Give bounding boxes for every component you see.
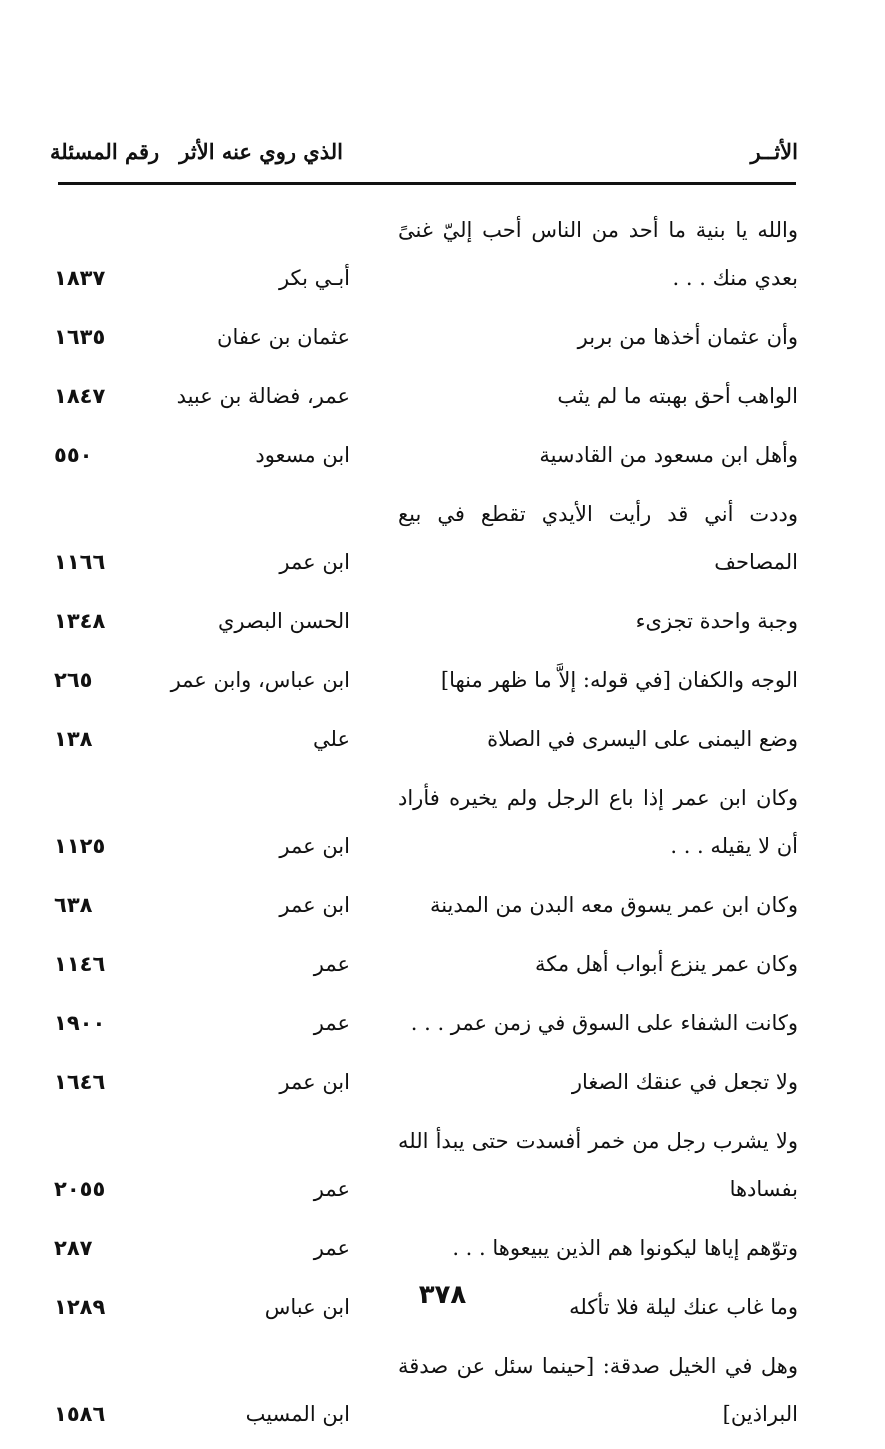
issue-number: ١١٤٦ bbox=[54, 952, 106, 976]
athar-text: وكان عمر ينزع أبواب أهل مكة bbox=[535, 952, 798, 976]
athar-text: وأن عثمان أخذها من بربر bbox=[577, 325, 798, 349]
table-header bbox=[50, 132, 798, 172]
table-row bbox=[50, 372, 798, 420]
narrator-name: علي bbox=[313, 727, 350, 751]
issue-number: ٢٨٧ bbox=[54, 1236, 93, 1260]
athar-text: الوجه والكفان [في قوله: إلاَّ ما ظهر منها] bbox=[440, 668, 798, 692]
athar-text: وتوّهم إياها ليكونوا هم الذين يبيعوها . . . bbox=[452, 1236, 798, 1260]
table-row bbox=[50, 597, 798, 645]
narrator-name: ابن عباس bbox=[264, 1295, 350, 1319]
athar-text: وكان ابن عمر يسوق معه البدن من المدينة bbox=[429, 893, 798, 917]
table-row bbox=[50, 313, 798, 361]
athar-text: وكان ابن عمر إذا باع الرجل ولم يخيره فأراد أن لا يقيله . . . bbox=[398, 786, 798, 858]
header-rule bbox=[58, 182, 796, 185]
issue-number: ٢٠٥٥ bbox=[54, 1177, 106, 1201]
issue-number: ١٦٤٦ bbox=[54, 1070, 106, 1094]
issue-number: ١٦٣٥ bbox=[54, 325, 106, 349]
narrator-name: ابن عمر bbox=[279, 550, 350, 574]
table-row bbox=[50, 774, 798, 870]
athar-text: ولا تجعل في عنقك الصغار bbox=[571, 1070, 798, 1094]
narrator-name: عمر bbox=[313, 1177, 350, 1201]
header-number: رقم المسئلة bbox=[50, 139, 160, 164]
narrator-name: عمر bbox=[313, 952, 350, 976]
athar-text: وجبة واحدة تجزىء bbox=[635, 609, 798, 633]
athar-text: وضع اليمنى على اليسرى في الصلاة bbox=[487, 727, 798, 751]
narrator-name: ابن المسيب bbox=[245, 1402, 350, 1426]
table-row bbox=[50, 431, 798, 479]
narrator-name: عمر، فضالة بن عبيد bbox=[176, 384, 350, 408]
table-row bbox=[50, 1058, 798, 1106]
header-narrator: الذي روي عنه الأثر bbox=[179, 139, 343, 164]
issue-number: ١٢٨٩ bbox=[54, 1295, 106, 1319]
narrator-name: ابن مسعود bbox=[255, 443, 350, 467]
table-row bbox=[50, 999, 798, 1047]
issue-number: ١٨٤٧ bbox=[54, 384, 106, 408]
table-row bbox=[50, 656, 798, 704]
narrator-name: أبـي بكر bbox=[278, 266, 350, 290]
table-row bbox=[50, 715, 798, 763]
athar-text: وددت أني قد رأيت الأيدي تقطع في بيع المصاحف bbox=[398, 502, 798, 574]
issue-number: ١٩٠٠ bbox=[54, 1011, 106, 1035]
athar-text: وكانت الشفاء على السوق في زمن عمر . . . bbox=[410, 1011, 798, 1035]
narrator-name: ابن عمر bbox=[279, 893, 350, 917]
table-row bbox=[50, 940, 798, 988]
table-row bbox=[50, 1342, 798, 1438]
athar-text: وما غاب عنك ليلة فلا تأكله bbox=[569, 1295, 798, 1319]
header-athar: الأثــر bbox=[750, 139, 798, 164]
athar-table-body bbox=[50, 206, 798, 1449]
table-row bbox=[50, 206, 798, 302]
narrator-name: ابن عباس، وابن عمر bbox=[170, 668, 350, 692]
narrator-name: عمر bbox=[313, 1011, 350, 1035]
issue-number: ١٣٨ bbox=[54, 727, 93, 751]
narrator-name: عثمان بن عفان bbox=[217, 325, 350, 349]
narrator-name: الحسن البصري bbox=[218, 609, 350, 633]
table-row bbox=[50, 490, 798, 586]
narrator-name: ابن عمر bbox=[279, 834, 350, 858]
page-number: ٣٧٨ bbox=[418, 1280, 467, 1310]
athar-text: الواهب أحق بهبته ما لم يثب bbox=[557, 384, 798, 408]
athar-text: والله يا بنية ما أحد من الناس أحب إليّ غنىً بعدي منك . . . bbox=[398, 218, 798, 290]
issue-number: ١١٢٥ bbox=[54, 834, 106, 858]
issue-number: ١٣٤٨ bbox=[54, 609, 106, 633]
issue-number: ١٨٣٧ bbox=[54, 266, 106, 290]
narrator-name: ابن عمر bbox=[279, 1070, 350, 1094]
table-row bbox=[50, 1224, 798, 1272]
issue-number: ١٥٨٦ bbox=[54, 1402, 106, 1426]
issue-number: ٦٣٨ bbox=[54, 893, 93, 917]
issue-number: ٥٥٠ bbox=[54, 443, 93, 467]
table-row bbox=[50, 881, 798, 929]
issue-number: ١١٦٦ bbox=[54, 550, 106, 574]
athar-text: ولا يشرب رجل من خمر أفسدت حتى يبدأ الله بفسادها bbox=[398, 1129, 798, 1201]
narrator-name: عمر bbox=[313, 1236, 350, 1260]
issue-number: ٢٦٥ bbox=[54, 668, 93, 692]
athar-text: وهل في الخيل صدقة: [حينما سئل عن صدقة البراذين] bbox=[398, 1354, 798, 1426]
athar-text: وأهل ابن مسعود من القادسية bbox=[539, 443, 798, 467]
table-row bbox=[50, 1117, 798, 1213]
